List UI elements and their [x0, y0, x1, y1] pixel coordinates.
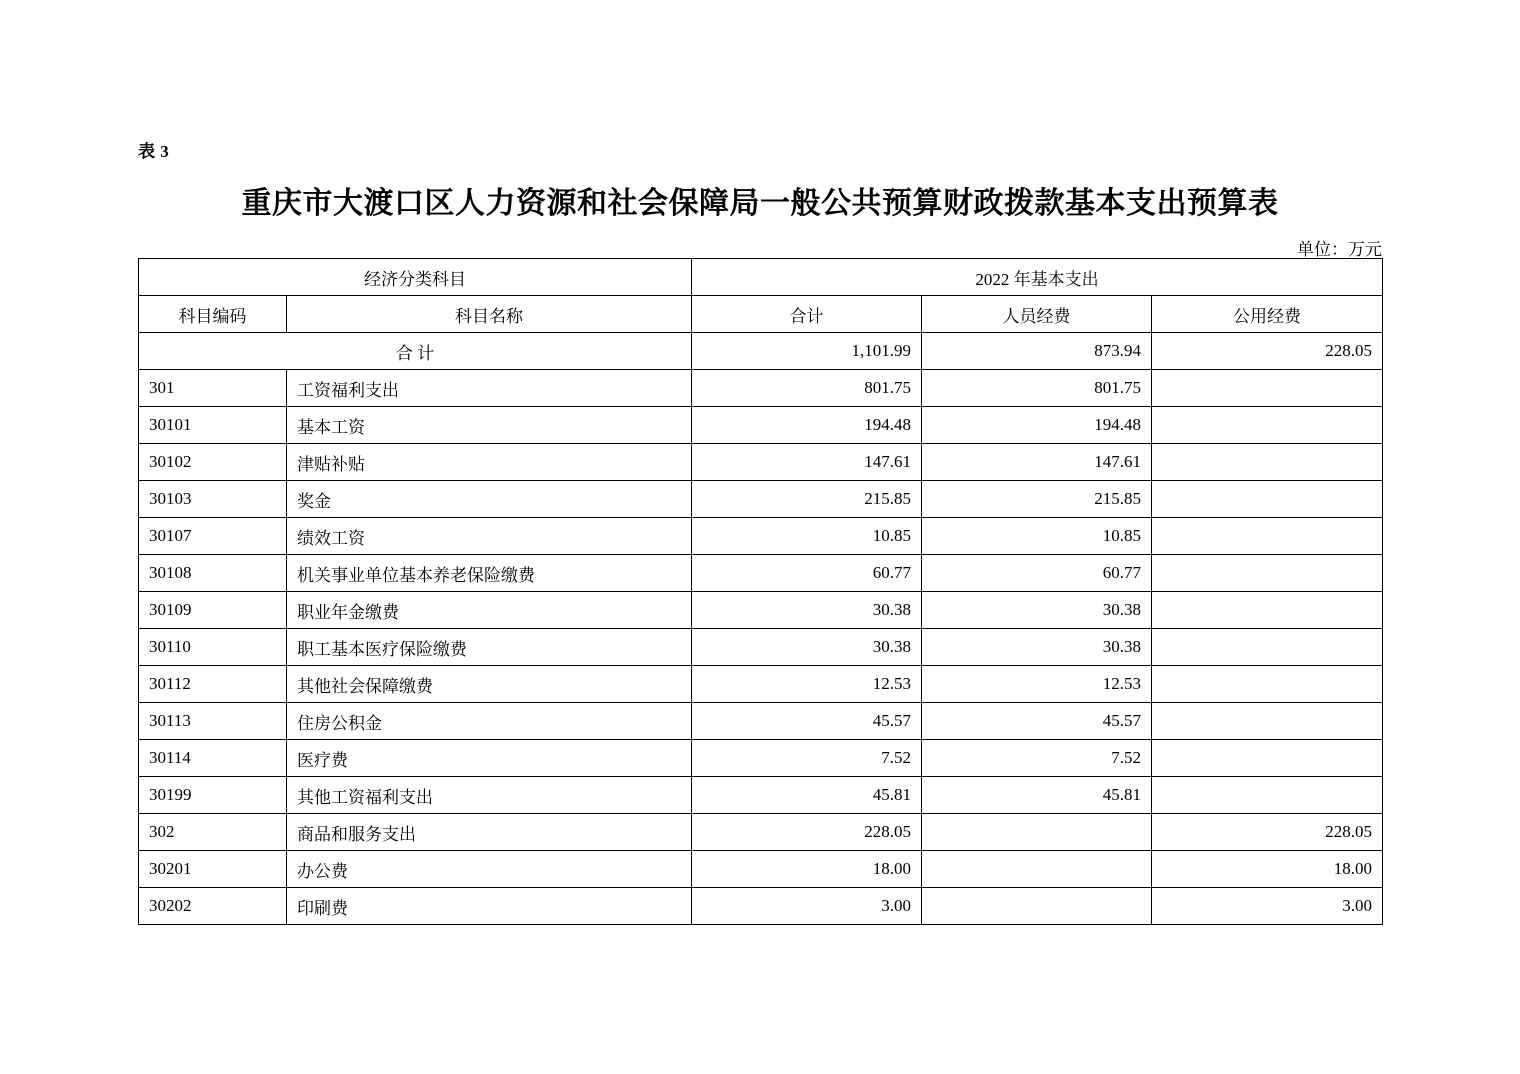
cell-total: 194.48 [692, 407, 922, 444]
cell-name: 商品和服务支出 [287, 814, 692, 851]
cell-name: 其他社会保障缴费 [287, 666, 692, 703]
cell-public [1152, 555, 1383, 592]
cell-total: 12.53 [692, 666, 922, 703]
table-row [139, 888, 1383, 925]
column-header-personnel: 人员经费 [922, 296, 1152, 333]
cell-code: 30107 [139, 518, 287, 555]
total-row-public: 228.05 [1152, 333, 1383, 370]
cell-name: 基本工资 [287, 407, 692, 444]
table-row [139, 814, 1383, 851]
table-head [139, 259, 1383, 333]
cell-code: 30201 [139, 851, 287, 888]
unit-note: 单位：万元 [1297, 240, 1382, 259]
cell-name: 工资福利支出 [287, 370, 692, 407]
table-row [139, 555, 1383, 592]
cell-code: 30199 [139, 777, 287, 814]
cell-public [1152, 629, 1383, 666]
table-row [139, 592, 1383, 629]
cell-personnel: 12.53 [922, 666, 1152, 703]
column-header-public: 公用经费 [1152, 296, 1383, 333]
cell-code: 30109 [139, 592, 287, 629]
cell-public [1152, 444, 1383, 481]
cell-code: 30102 [139, 444, 287, 481]
column-header-name: 科目名称 [287, 296, 692, 333]
cell-name: 其他工资福利支出 [287, 777, 692, 814]
cell-total: 215.85 [692, 481, 922, 518]
cell-public [1152, 740, 1383, 777]
table-row [139, 481, 1383, 518]
cell-name: 办公费 [287, 851, 692, 888]
cell-name: 机关事业单位基本养老保险缴费 [287, 555, 692, 592]
cell-total: 30.38 [692, 592, 922, 629]
cell-personnel: 147.61 [922, 444, 1152, 481]
cell-name: 绩效工资 [287, 518, 692, 555]
cell-personnel: 194.48 [922, 407, 1152, 444]
cell-code: 30113 [139, 703, 287, 740]
column-header-total: 合计 [692, 296, 922, 333]
cell-code: 30110 [139, 629, 287, 666]
cell-code: 302 [139, 814, 287, 851]
column-header-code: 科目编码 [139, 296, 287, 333]
cell-name: 职工基本医疗保险缴费 [287, 629, 692, 666]
cell-personnel [922, 888, 1152, 925]
cell-public [1152, 407, 1383, 444]
group-header-economic-category: 经济分类科目 [139, 259, 692, 296]
cell-total: 60.77 [692, 555, 922, 592]
cell-public [1152, 370, 1383, 407]
cell-total: 228.05 [692, 814, 922, 851]
total-row-personnel: 873.94 [922, 333, 1152, 370]
table-row [139, 444, 1383, 481]
cell-personnel: 30.38 [922, 629, 1152, 666]
cell-total: 45.57 [692, 703, 922, 740]
cell-code: 30101 [139, 407, 287, 444]
table-row [139, 851, 1383, 888]
cell-code: 30202 [139, 888, 287, 925]
table-label: 表 3 [138, 142, 170, 161]
total-row-total: 1,101.99 [692, 333, 922, 370]
cell-code: 30103 [139, 481, 287, 518]
cell-personnel: 215.85 [922, 481, 1152, 518]
table-group-header-row [139, 259, 1383, 296]
cell-code: 30114 [139, 740, 287, 777]
total-row-label: 合 计 [139, 333, 692, 370]
group-header-basic-expenditure: 2022 年基本支出 [692, 259, 1383, 296]
cell-name: 奖金 [287, 481, 692, 518]
cell-total: 7.52 [692, 740, 922, 777]
cell-personnel: 60.77 [922, 555, 1152, 592]
table-row-total [139, 333, 1383, 370]
cell-public [1152, 666, 1383, 703]
cell-public [1152, 481, 1383, 518]
cell-personnel: 30.38 [922, 592, 1152, 629]
table-row [139, 407, 1383, 444]
cell-public [1152, 777, 1383, 814]
cell-total: 18.00 [692, 851, 922, 888]
cell-public [1152, 518, 1383, 555]
cell-total: 30.38 [692, 629, 922, 666]
cell-name: 医疗费 [287, 740, 692, 777]
cell-public: 228.05 [1152, 814, 1383, 851]
cell-public: 18.00 [1152, 851, 1383, 888]
cell-total: 801.75 [692, 370, 922, 407]
table-row [139, 629, 1383, 666]
table-body [139, 333, 1383, 925]
cell-personnel: 801.75 [922, 370, 1152, 407]
cell-personnel: 7.52 [922, 740, 1152, 777]
cell-total: 3.00 [692, 888, 922, 925]
cell-personnel: 45.57 [922, 703, 1152, 740]
cell-name: 津贴补贴 [287, 444, 692, 481]
cell-personnel: 45.81 [922, 777, 1152, 814]
table-row [139, 740, 1383, 777]
table-column-header-row [139, 296, 1383, 333]
table-row [139, 370, 1383, 407]
table-row [139, 666, 1383, 703]
cell-personnel [922, 814, 1152, 851]
cell-total: 10.85 [692, 518, 922, 555]
page-title: 重庆市大渡口区人力资源和社会保障局一般公共预算财政拨款基本支出预算表 [241, 187, 1279, 220]
cell-name: 职业年金缴费 [287, 592, 692, 629]
cell-total: 147.61 [692, 444, 922, 481]
cell-personnel [922, 851, 1152, 888]
cell-public [1152, 592, 1383, 629]
table-row [139, 703, 1383, 740]
table-row [139, 777, 1383, 814]
cell-code: 30112 [139, 666, 287, 703]
cell-name: 印刷费 [287, 888, 692, 925]
cell-public: 3.00 [1152, 888, 1383, 925]
cell-total: 45.81 [692, 777, 922, 814]
cell-public [1152, 703, 1383, 740]
cell-name: 住房公积金 [287, 703, 692, 740]
table-row [139, 518, 1383, 555]
budget-table [138, 258, 1383, 925]
cell-code: 301 [139, 370, 287, 407]
cell-personnel: 10.85 [922, 518, 1152, 555]
cell-code: 30108 [139, 555, 287, 592]
